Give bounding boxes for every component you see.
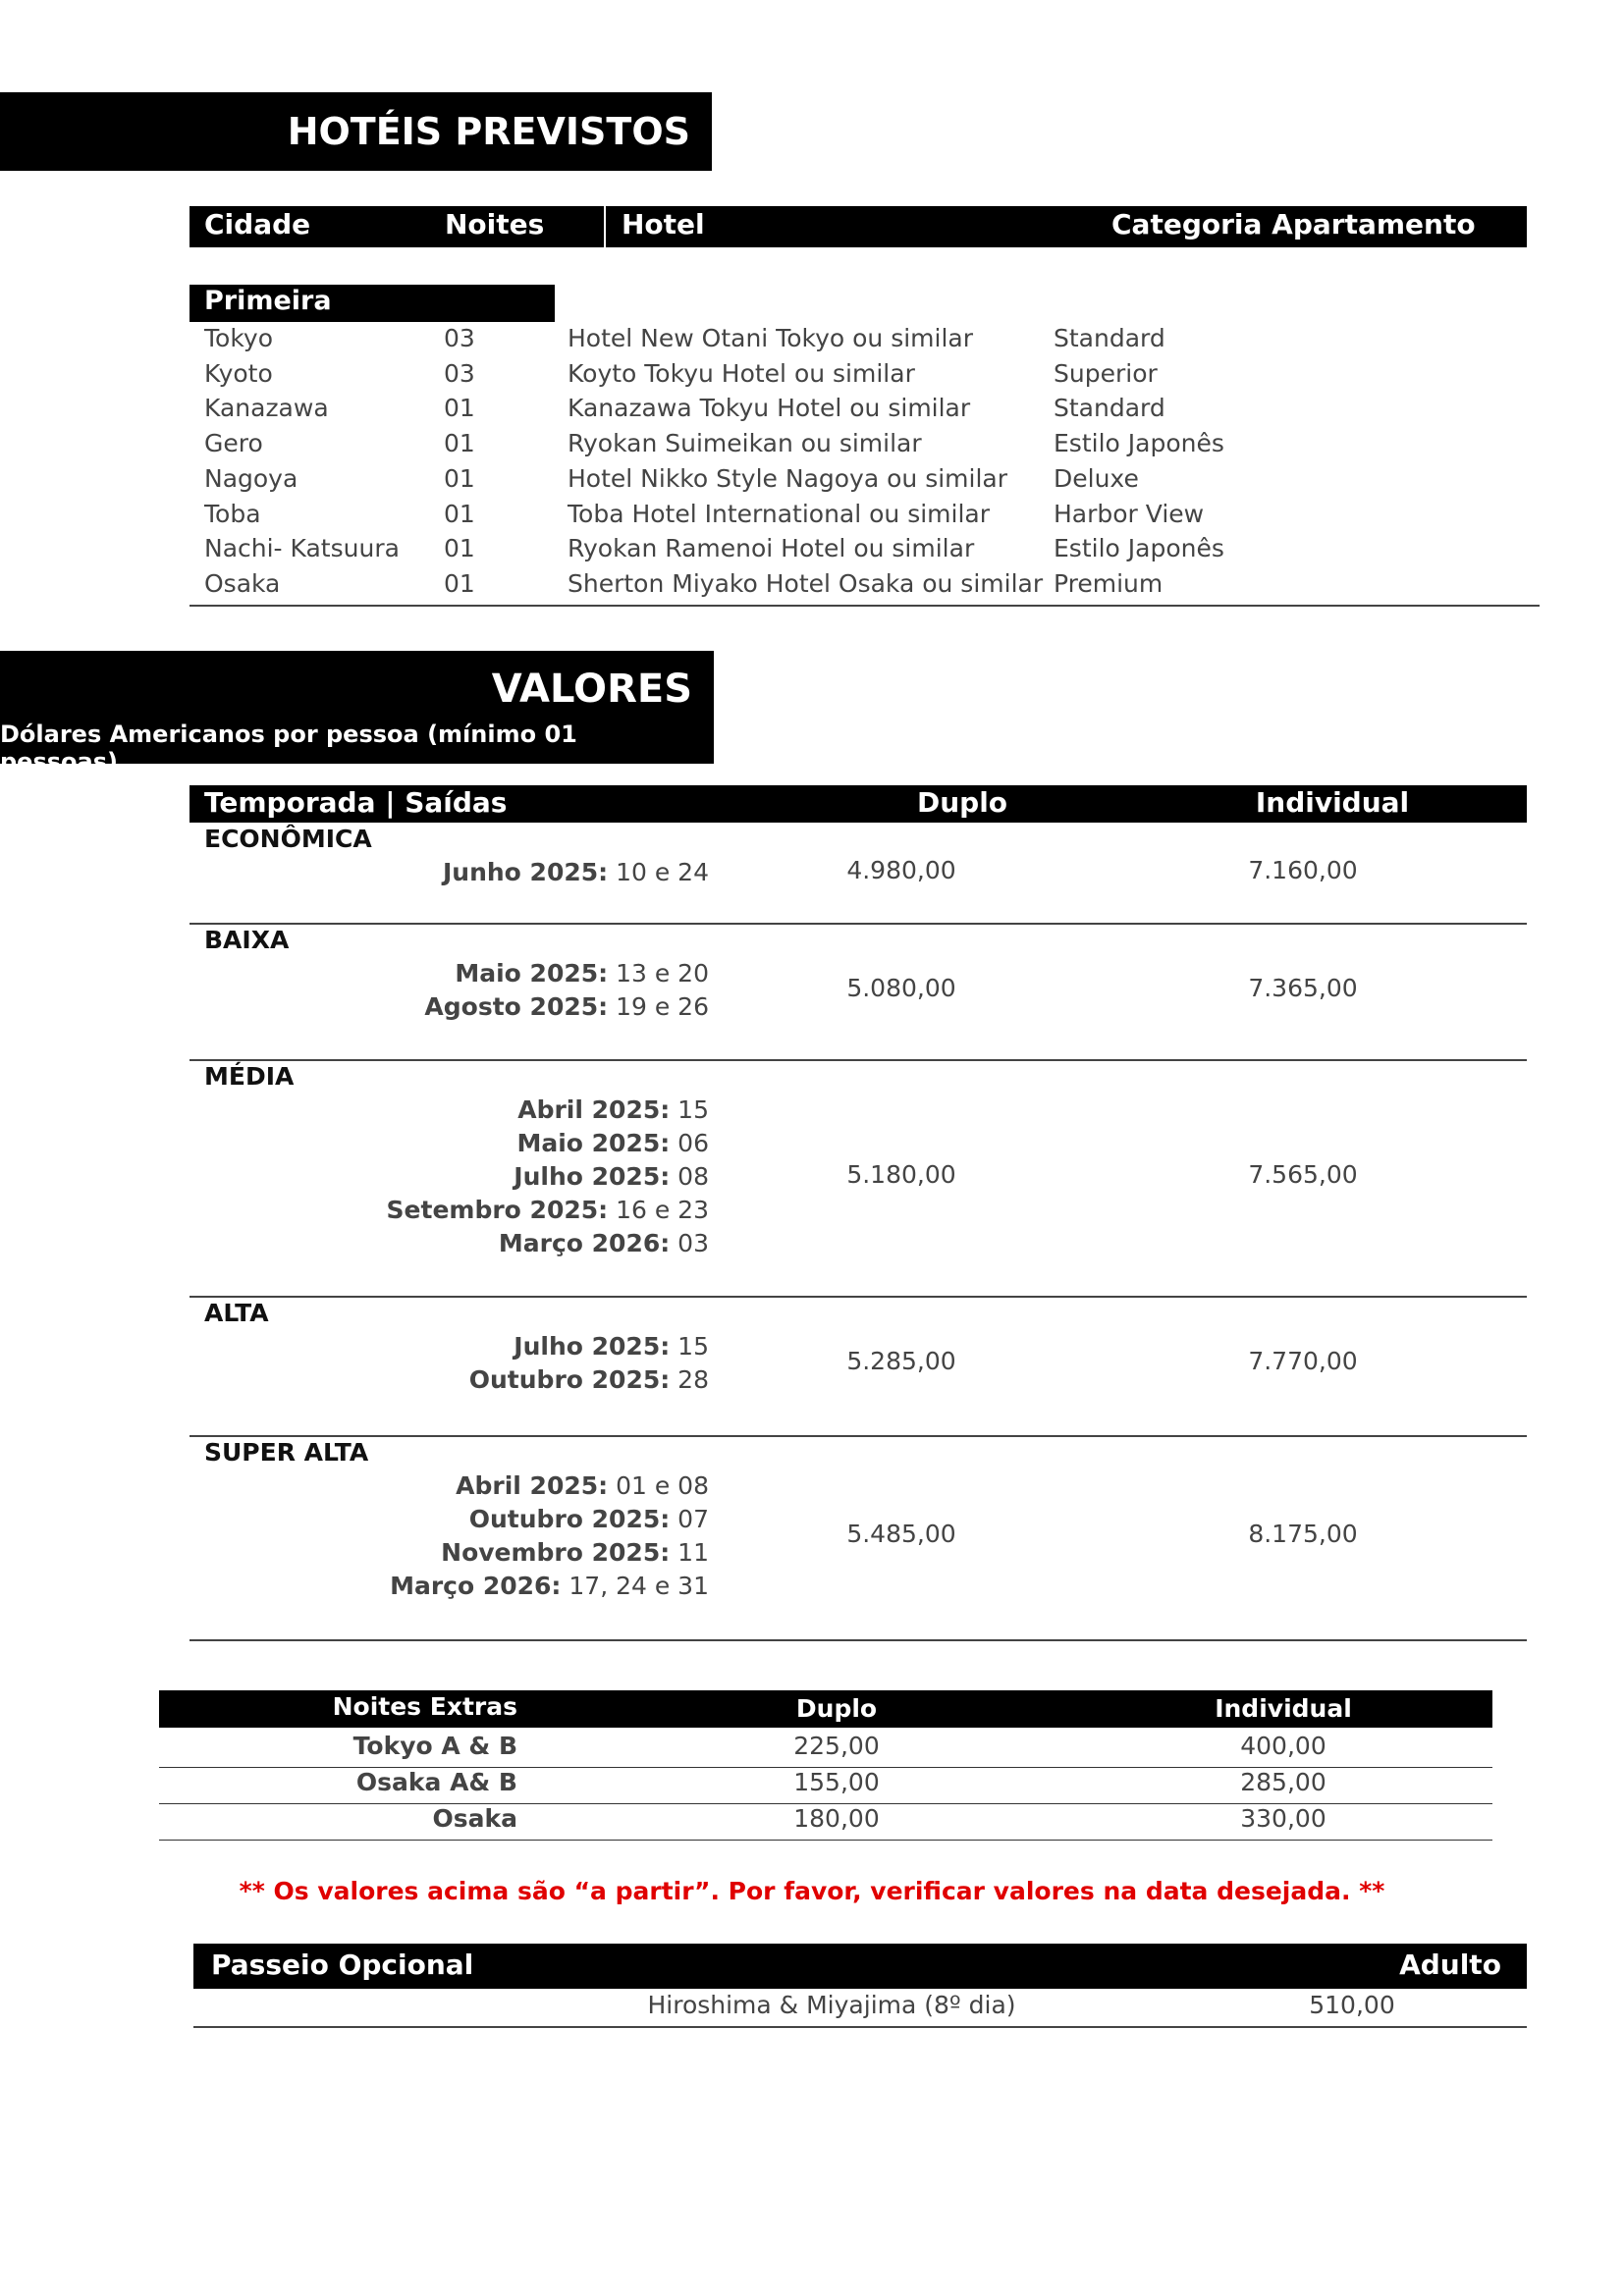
extras-row-label: Osaka [432,1804,517,1833]
season-price-double: 5.080,00 [846,974,956,1002]
hotel-row-nights: 03 [444,359,475,388]
hotel-row-hotel: Sherton Miyako Hotel Osaka ou similar [568,569,1044,598]
season-date-month: Outubro 2025: [468,1505,671,1533]
extras-row-single: 400,00 [1240,1732,1326,1760]
season-date-month: Abril 2025: [517,1095,671,1124]
optional-row-rule [193,2026,1527,2028]
hotel-row-hotel: Hotel New Otani Tokyo ou similar [568,324,974,352]
season-label: BAIXA [204,926,290,954]
optional-row-tour: Hiroshima & Miyajima (8º dia) [647,1991,1016,2019]
hotel-row-nights: 01 [444,429,475,457]
season-date-month: Março 2026: [498,1229,671,1257]
season-dates [295,1330,709,1397]
season-date-line [295,1194,709,1227]
season-price-single: 8.175,00 [1248,1520,1358,1548]
extras-row-label: Osaka A& B [355,1768,517,1796]
season-date-days: 11 [670,1538,709,1567]
hotel-row-category: Standard [1054,394,1165,422]
season-date-days: 03 [670,1229,709,1257]
hotel-row-city: Tokyo [204,324,273,352]
season-date-line [295,1536,709,1570]
season-date-line [295,1469,709,1503]
hotel-row-city: Gero [204,429,263,457]
col-header-nights: Noites [445,208,545,240]
hotel-row-category: Harbor View [1054,500,1205,528]
season-date-days: 19 e 26 [608,992,709,1021]
hotel-row-category: Deluxe [1054,464,1139,493]
season-date-month: Novembro 2025: [441,1538,671,1567]
season-date-days: 01 e 08 [608,1471,709,1500]
season-price-single: 7.160,00 [1248,856,1358,884]
price-notice: ** Os valores acima são “a partir”. Por favor, verificar valores na data desejada. ** [239,1877,1385,1905]
col-header-adult: Adulto [1399,1949,1501,1981]
season-date-line [295,990,709,1024]
hotel-row-city: Kyoto [204,359,273,388]
hotel-row-category: Premium [1054,569,1164,598]
season-dates [295,1094,709,1260]
season-label: MÉDIA [204,1062,295,1091]
season-date-month: Maio 2025: [455,959,609,988]
season-divider [189,1435,1527,1437]
season-date-line [295,1363,709,1397]
season-date-line [295,1094,709,1127]
col-header-single: Individual [1255,786,1410,819]
hotel-row-category: Estilo Japonês [1054,429,1224,457]
season-date-line [295,1127,709,1160]
col-header-double: Duplo [916,786,1008,819]
extras-row-rule [159,1840,1492,1841]
col-header-hotel: Hotel [622,208,705,240]
hotel-group-label [189,285,555,322]
hotel-row-hotel: Koyto Tokyu Hotel ou similar [568,359,915,388]
season-date-month: Julho 2025: [514,1332,671,1361]
season-price-single: 7.565,00 [1248,1160,1358,1189]
season-date-days: 07 [670,1505,709,1533]
season-date-days: 13 e 20 [608,959,709,988]
season-date-month: Junho 2025: [442,858,609,886]
col-header-season: Temporada | Saídas [204,786,508,819]
season-date-line [295,1503,709,1536]
hotels-banner-title: HOTÉIS PREVISTOS [287,110,690,153]
season-price-double: 5.180,00 [846,1160,956,1189]
hotels-banner [0,92,712,171]
season-divider [189,923,1527,925]
extras-row-double: 180,00 [793,1804,880,1833]
hotel-row-hotel: Hotel Nikko Style Nagoya ou similar [568,464,1008,493]
season-divider [189,1059,1527,1061]
col-header-city: Cidade [204,208,311,240]
values-banner-title: VALORES [491,667,692,712]
season-date-days: 28 [670,1365,709,1394]
season-divider [189,1639,1527,1641]
season-date-days: 06 [670,1129,709,1157]
header-divider [604,206,606,247]
hotel-row-hotel: Ryokan Suimeikan ou similar [568,429,922,457]
season-date-line [295,1330,709,1363]
season-date-line [295,1160,709,1194]
optional-table-header [193,1944,1527,1989]
season-date-days: 08 [670,1162,709,1191]
col-header-extras-double: Duplo [795,1694,878,1723]
season-date-days: 16 e 23 [608,1196,709,1224]
hotel-row-nights: 01 [444,394,475,422]
col-header-extras-single: Individual [1215,1694,1352,1723]
season-date-month: Setembro 2025: [386,1196,609,1224]
season-dates [295,856,709,889]
hotels-table-bottom-rule [189,605,1540,607]
values-banner [0,651,714,775]
hotel-row-category: Estilo Japonês [1054,534,1224,562]
prices-table-header [189,785,1527,823]
hotel-row-category: Superior [1054,359,1158,388]
hotel-row-hotel: Toba Hotel International ou similar [568,500,991,528]
season-divider [189,1296,1527,1298]
season-price-double: 5.485,00 [846,1520,956,1548]
values-banner-subtitle: Dólares Americanos por pessoa (mínimo 01 pessoas) [0,721,577,775]
col-header-extras: Noites Extras [332,1692,517,1721]
hotel-row-nights: 03 [444,324,475,352]
hotel-row-nights: 01 [444,464,475,493]
optional-row-adult: 510,00 [1309,1991,1395,2019]
hotel-row-city: Nachi- Katsuura [204,534,400,562]
season-date-days: 15 [670,1332,709,1361]
extras-row-single: 285,00 [1240,1768,1326,1796]
season-date-month: Julho 2025: [514,1162,671,1191]
season-date-line [295,856,709,889]
season-date-month: Outubro 2025: [468,1365,671,1394]
season-date-month: Março 2026: [390,1572,562,1600]
hotel-group-label-text: Primeira [204,286,332,316]
hotel-row-category: Standard [1054,324,1165,352]
season-date-month: Maio 2025: [516,1129,671,1157]
extras-table-header [159,1690,1492,1728]
hotel-row-city: Osaka [204,569,281,598]
hotel-row-nights: 01 [444,534,475,562]
season-date-line [295,957,709,990]
season-date-month: Abril 2025: [456,1471,609,1500]
season-price-double: 4.980,00 [846,856,956,884]
season-date-line [295,1570,709,1603]
season-date-days: 15 [670,1095,709,1124]
season-dates [295,957,709,1024]
extras-row-label: Tokyo A & B [352,1732,517,1760]
season-label: ECONÔMICA [204,825,372,853]
season-price-single: 7.365,00 [1248,974,1358,1002]
hotel-row-hotel: Kanazawa Tokyu Hotel ou similar [568,394,971,422]
season-date-days: 10 e 24 [608,858,709,886]
hotel-row-nights: 01 [444,569,475,598]
season-price-double: 5.285,00 [846,1347,956,1375]
season-date-month: Agosto 2025: [424,992,609,1021]
hotel-row-city: Toba [204,500,261,528]
extras-row-double: 155,00 [793,1768,880,1796]
season-price-single: 7.770,00 [1248,1347,1358,1375]
extras-row-double: 225,00 [793,1732,880,1760]
hotel-row-hotel: Ryokan Ramenoi Hotel ou similar [568,534,975,562]
extras-row-single: 330,00 [1240,1804,1326,1833]
season-dates [295,1469,709,1603]
season-label: SUPER ALTA [204,1438,369,1467]
hotel-row-city: Nagoya [204,464,298,493]
season-label: ALTA [204,1299,269,1327]
season-date-line [295,1227,709,1260]
hotel-row-city: Kanazawa [204,394,329,422]
season-date-days: 17, 24 e 31 [561,1572,709,1600]
col-header-category: Categoria Apartamento [1111,208,1476,240]
hotel-row-nights: 01 [444,500,475,528]
col-header-tour: Passeio Opcional [211,1949,474,1981]
hotels-table-header [189,206,1527,247]
